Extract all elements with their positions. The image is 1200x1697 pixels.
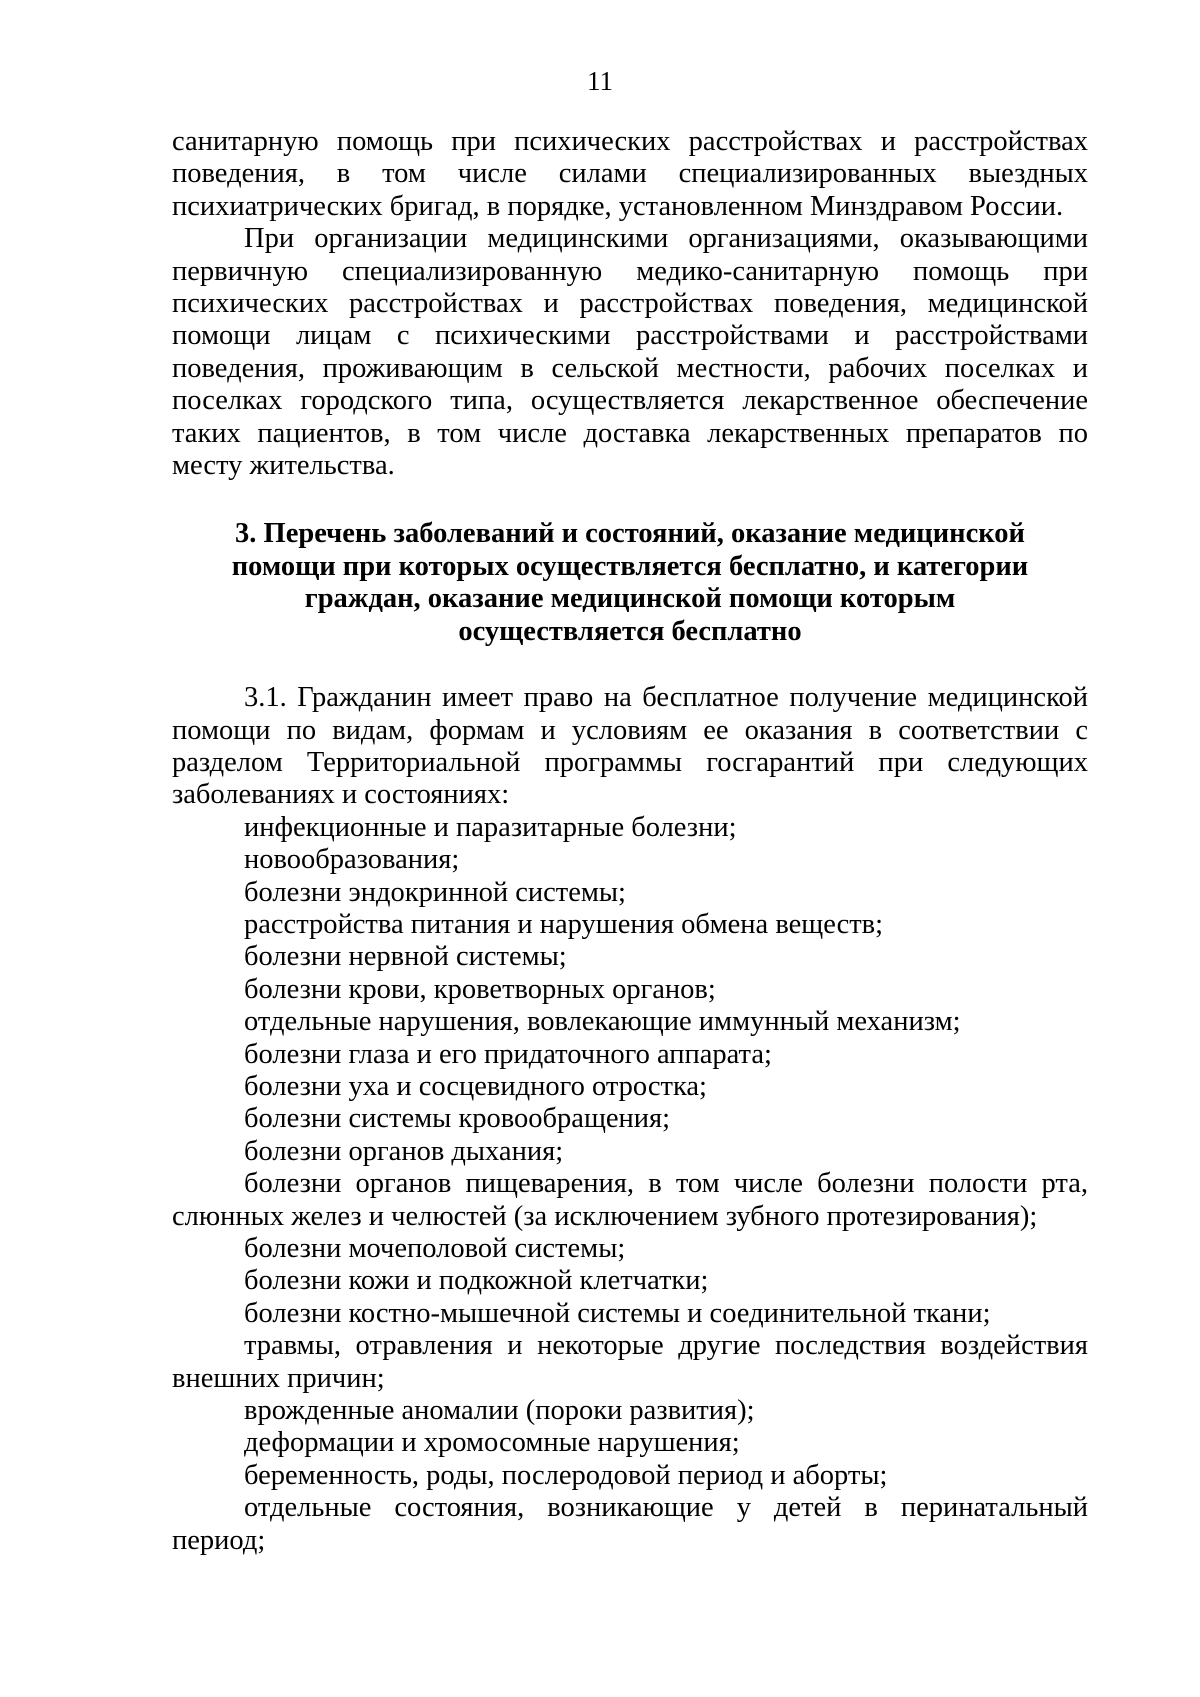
section-heading-line: помощи при которых осуществляется бесплатно, и категории [231, 550, 1029, 582]
list-item: деформации и хромосомные нарушения; [244, 1427, 740, 1459]
list-item: болезни мочеполовой системы; [244, 1233, 626, 1264]
list-item: болезни уха и сосцевидного отростка; [244, 1070, 707, 1102]
list-item: отдельные состояния, возникающие у детей в перинатальный период; [172, 1492, 1088, 1556]
list-item: беременность, роды, послеродовой период и аборты; [244, 1459, 888, 1491]
document-body [172, 126, 1088, 1557]
list-item: отдельные нарушения, вовлекающие иммунный механизм; [244, 1006, 961, 1038]
list-item: инфекционные и паразитарные болезни; [244, 811, 737, 843]
list-item: болезни костно-мышечной системы и соединительной ткани; [244, 1297, 991, 1329]
section-heading [172, 518, 1088, 648]
list-item: болезни нервной системы; [244, 941, 567, 973]
section-heading-line: осуществляется бесплатно [458, 615, 802, 647]
list-item: болезни кожи и подкожной клетчатки; [244, 1265, 709, 1297]
list-item: болезни крови, кроветворных органов; [244, 973, 716, 1005]
paragraph-intro: 3.1. Гражданин имеет право на бесплатное получение медицинской помощи по видам, формам и условиям ее оказания в соответствии с разделом Территориальной программы госгарантий при следующих заболеваниях и состояниях: [172, 682, 1088, 811]
paragraph-continuation: санитарную помощь при психических расстройствах и расстройствах поведения, в том числе силами специализированных выездных психиатрических бригад, в порядке, установленном Минздравом России. [172, 126, 1088, 222]
list-item: травмы, отравления и некоторые другие последствия воздействия внешних причин; [172, 1330, 1088, 1394]
paragraph-rural-provision: При организации медицинскими организациями, оказывающими первичную специализированную медико-санитарную помощь при психических расстройствах и расстройствах поведения, медицинской помощи лицам с психическими расстройствами и расстройствами поведения, проживающим в сельской местности, рабочих поселках и поселках городского типа, осуществляется лекарственное обеспечение таких пациентов, в том числе доставка лекарственных препаратов по месту жительства. [172, 223, 1088, 482]
list-item: новообразования; [244, 844, 460, 876]
list-item: болезни органов дыхания; [244, 1135, 564, 1167]
section-heading-line: 3. Перечень заболеваний и состояний, оказание медицинской [235, 518, 1025, 550]
list-item: болезни системы кровообращения; [244, 1103, 671, 1135]
list-item: болезни глаза и его придаточного аппарата; [244, 1038, 772, 1070]
conditions-list [172, 812, 1088, 1557]
list-item: расстройства питания и нарушения обмена веществ; [244, 908, 884, 940]
list-item: болезни органов пищеварения, в том числе болезни полости рта, слюнных желез и челюстей (за исключением зубного протезирования); [172, 1168, 1088, 1232]
list-item: болезни эндокринной системы; [244, 876, 626, 908]
page-number: 11 [587, 66, 613, 96]
list-item: врожденные аномалии (пороки развития); [244, 1395, 755, 1427]
section-heading-line: граждан, оказание медицинской помощи которым [304, 583, 956, 615]
